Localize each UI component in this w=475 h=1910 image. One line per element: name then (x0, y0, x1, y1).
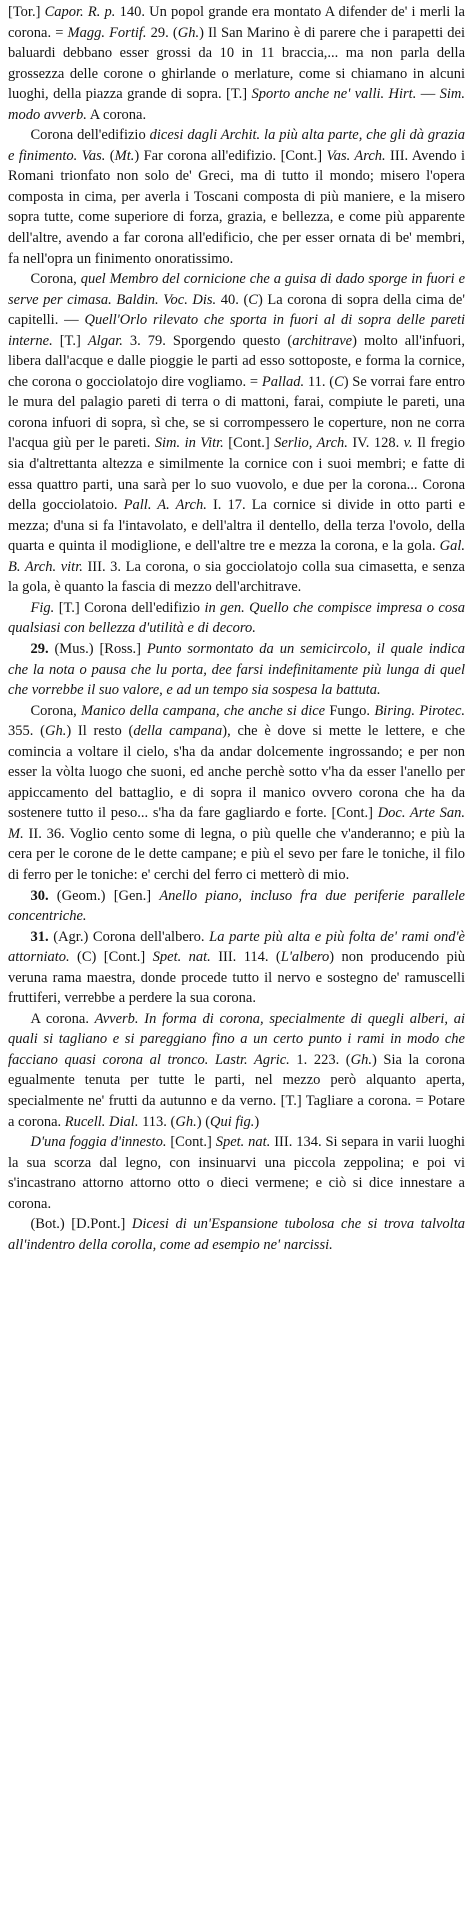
entry-paragraph: A corona. Avverb. In forma di corona, specialmente di quegli alberi, ai quali si tagliano e si pareggiano fino a un certo punto i rami in modo che facciano quasi corona al tronco. Lastr. Agric. 1. 223. (Gh.) Sia la corona egualmente tenuta per tutte le parti, nel mezzo però alquanto aperta, specialmente ne' frutti da autunno e da verno. [T.] Tagliare a corona. = Potare a corona. Rucell. Dial. 113. (Gh.) (Qui fig.) (8, 1010, 465, 1130)
entry-paragraph: D'una foggia d'innesto. [Cont.] Spet. nat. III. 134. Si separa in varii luoghi la sua scorza dal legno, con insinuarvi una piccola zeppolina; e poi vi s'incastrano attorno attorno otto o dieci vermene; e ciò si dice innestare a corona. (8, 1134, 466, 1212)
entry-paragraph: 31. (Agr.) Corona dell'albero. La parte più alta e più folta de' rami ond'è attorniato. (C) [Cont.] Spet. nat. III. 114. (L'albero) non producendo più veruna rama maestra, donde procede tutto il nervo e sostegno de' ramuscelli fruttiferi, verrebbe a perdere la sua corona. (8, 928, 465, 1007)
entry-paragraph: 30. (Geom.) [Gen.] Anello piano, incluso fra due periferie parallele concentriche. (8, 887, 465, 925)
entry-paragraph: [Tor.] Capor. R. p. 140. Un popol grande era montato A difender de' i merli la corona. = Magg. Fortif. 29. (Gh.) Il San Marino è di parere che i parapetti dei baluardi debbano esser grossi da 10 in 11 braccia,... ma non parla della grossezza delle corone o ghirlande o merlature, come si chiamano in alcuni luoghi, della piazza grande di sopra. [T.] Sporto anche ne' valli. Hirt. — Sim. modo avverb. A corona. (8, 4, 465, 123)
entry-paragraph: (Bot.) [D.Pont.] Dicesi di un'Espansione tubolosa che si trova talvolta all'indentro della corolla, come ad esempio ne' narcissi. (8, 1216, 465, 1253)
entry-paragraph: 29. (Mus.) [Ross.] Punto sormontato da un semicircolo, il quale indica che la nota o pausa che lu porta, dee farsi indefinitamente più lunga di quel che vorrebbe il suo valore, e ad un tempo sia sospesa la battuta. (8, 640, 466, 699)
entry-paragraph: Fig. [T.] Corona dell'edifizio in gen. Quello che compisce impresa o cosa qualsiasi con bellezza d'utilità e di decoro. (8, 599, 465, 637)
entry-paragraph: Corona dell'edifizio dicesi dagli Archit. la più alta parte, che gli dà grazia e finimento. Vas. (Mt.) Far corona all'edifizio. [Cont.] Vas. Arch. III. Avendo i Romani trionfato non solo de' Greci, ma di tutto il mondo; misero l'opera composta in cima, per averla i Toscani composta di più maniere, e la misero sopra tutte, come superiore di forza, grazia, e bellezza, e come più apparente dell'altre, avendo a far corona all'edificio, che per esser ornata di be' membri, fa nell'opra un finimento onoratissimo. (8, 127, 466, 267)
entry-paragraph: Corona, Manico della campana, che anche si dice Fungo. Biring. Pirotec. 355. (Gh.) Il resto (della campana), che è dove si mette le lettere, e che comincia a voltare il cielo, s'ha da andar dolcemente ingrossando; e per non esser la vòlta luogo che suoni, ed anche perchè sotto v'ha da esser l'anello per appiccamento del battaglio, e di sopra il manico ovvero corona che ha da sostenere tutto il peso... s'ha da fare gagliardo e forte. [Cont.] Doc. Arte San. M. II. 36. Voglio cento some di legna, o più quelle che v'anderanno; e più la cera per le corone de le dette campane; e più el sevo per fare le toniche, il filo di ferro per le toniche: e' cerchi del ferro ci metterò di mio. (8, 702, 466, 883)
entry-paragraph: Corona, quel Membro del cornicione che a guisa di dado sporge in fuori e serve per cimasa. Baldin. Voc. Dis. 40. (C) La corona di sopra della cima de' capitelli. — Quell'Orlo rilevato che sporta in fuori al di sopra delle pareti interne. [T.] Algar. 3. 79. Sporgendo questo (architrave) molto all'infuori, libera dall'acque e dalle pioggie le parti ad esso sottoposte, e forma la cornice, che corona o gocciolatojo dire vogliamo. = Pallad. 11. (C) Se vorrai fare entro le mura del palagio pareti di terra o di mattoni, farai, compiute le pareti, una corona infuori di sopra, sì che, se si corrompessero le coperture, non ne corra l'acqua giù per le pareti. Sim. in Vitr. [Cont.] Serlio, Arch. IV. 128. v. Il fregio sia d'altrettanta altezza e similmente la cornice con i suoi membri; e fatte di essa quattro parti, una sarà per lo suo vuovolo, e due per la corona... Corona della gocciolatoio. Pall. A. Arch. I. 17. La cornice si divide in otto parti e mezza; d'una si fa l'intavolato, e dell'altra il dentello, della terza l'ovolo, della quarta e quinta il modiglione, e dell'altre tre e mezza la corona, e la gola. Gal. B. Arch. vitr. III. 3. La corona, o sia gocciolatojo colla sua cimasetta, e senza la gola, è quanto la fascia di mezzo dell'architrave. (8, 271, 466, 596)
